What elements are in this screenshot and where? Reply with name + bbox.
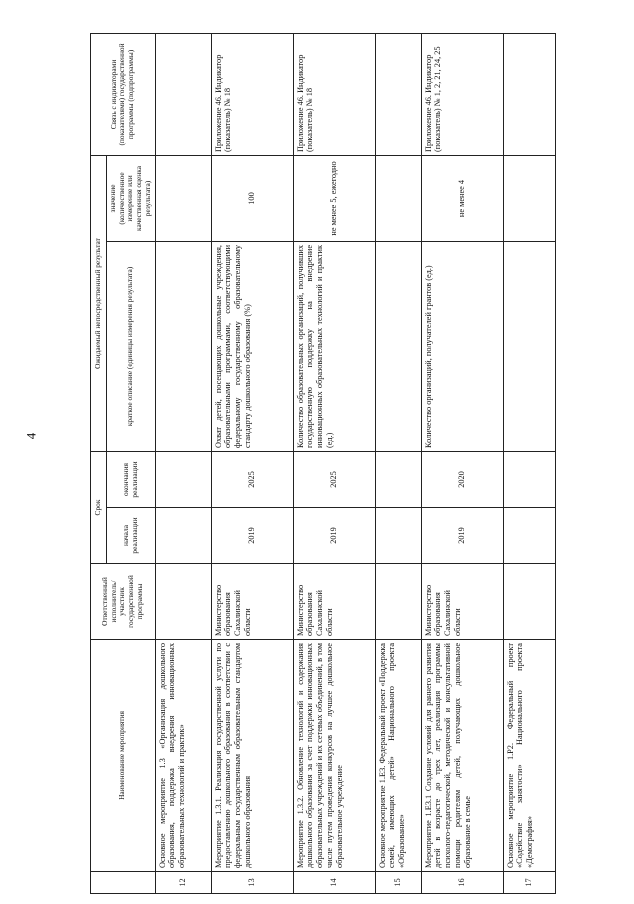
row-link: Приложение 46. Индикатор (показатель) № 1, 2, 21, 24, 25 xyxy=(421,33,503,155)
row-value: 100 xyxy=(211,155,293,241)
row-link xyxy=(155,33,211,155)
rotated-table-area xyxy=(90,34,546,894)
row-num: 13 xyxy=(211,872,293,894)
page-number: 4 xyxy=(23,432,39,440)
row-link xyxy=(503,33,555,155)
header-desc: краткое описание (единицы измерения результата) xyxy=(107,241,156,451)
row-link: Приложение 46. Индикатор (показатель) № 18 xyxy=(293,33,375,155)
header-end: окончания реализации xyxy=(107,451,156,507)
row-name: Основное мероприятие 1.Р2. Федеральный проект «Содействие занятости» Национального проекта «Демография» xyxy=(503,640,555,872)
header-value: значение (количественное измерение или качественная оценка результата) xyxy=(107,155,156,241)
row-num: 17 xyxy=(503,872,555,894)
row-resp xyxy=(155,564,211,640)
measures-table xyxy=(90,33,556,894)
row-value: не менее 5, ежегодно xyxy=(293,155,375,241)
header-term: Срок xyxy=(91,451,107,563)
row-desc: Количество организаций, получателей грантов (ед.) xyxy=(421,241,503,451)
header-result: Ожидаемый непосредственный результат xyxy=(91,155,107,451)
row-resp: Министерство образования Сахалинской области xyxy=(293,564,375,640)
header-link: Связь с индикаторами (показателями) государственной программы (подпрограммы) xyxy=(91,33,156,155)
header-num xyxy=(91,872,156,894)
row-end xyxy=(375,451,421,507)
row-desc xyxy=(155,241,211,451)
row-start xyxy=(503,508,555,564)
row-name: Основное мероприятие 1.Е3. Федеральный проект «Поддержка семей, имеющих детей» Национального проекта «Образование» xyxy=(375,640,421,872)
row-start xyxy=(375,508,421,564)
table-row xyxy=(155,33,211,893)
row-resp xyxy=(503,564,555,640)
row-start: 2019 xyxy=(211,508,293,564)
row-link: Приложение 46. Индикатор (показатель) № 18 xyxy=(211,33,293,155)
row-name: Мероприятие 1.3.2. Обновление технологий и содержания дошкольного образования за счет поддержки инновационных образовательных учреждений и их сетевых объединений, в том числе путем проведения конкурсов на лучшее дошкольное образовательное учреждение xyxy=(293,640,375,872)
row-desc xyxy=(375,241,421,451)
row-value xyxy=(503,155,555,241)
row-end: 2020 xyxy=(421,451,503,507)
row-end: 2025 xyxy=(293,451,375,507)
header-start: начала реализации xyxy=(107,508,156,564)
table-row xyxy=(421,33,503,893)
row-end xyxy=(503,451,555,507)
row-end: 2025 xyxy=(211,451,293,507)
row-name: Основное мероприятие 1.3 «Организация дошкольного образования, поддержка внедрения инновационных образовательных технологий и практик» xyxy=(155,640,211,872)
row-num: 14 xyxy=(293,872,375,894)
row-desc: Количество образовательных организаций, получивших государственную поддержку на внедрение инновационных образовательных технологий и практик (ед.) xyxy=(293,241,375,451)
row-num: 15 xyxy=(375,872,421,894)
row-start: 2019 xyxy=(293,508,375,564)
row-end xyxy=(155,451,211,507)
row-name: Мероприятие 1.Е3.1 Создание условий для раннего развития детей в возрасте до трех лет, реализация программы психолого-педагогической, методической и консультативной помощи родителям детей, получающих дошкольное образование в семье xyxy=(421,640,503,872)
table-row xyxy=(375,33,421,893)
row-start xyxy=(155,508,211,564)
row-desc xyxy=(503,241,555,451)
row-value xyxy=(155,155,211,241)
row-resp: Министерство образования Сахалинской области xyxy=(211,564,293,640)
table-row xyxy=(293,33,375,893)
table-row xyxy=(211,33,293,893)
row-num: 12 xyxy=(155,872,211,894)
table-row xyxy=(503,33,555,893)
row-desc: Охват детей, посещающих дошкольные учреждения, образовательными программами, соответствующими федеральному государственному образовательному стандарту дошкольного образования (%) xyxy=(211,241,293,451)
row-name: Мероприятие 1.3.1. Реализация государственной услуги по предоставлению дошкольного образования в соответствии с федеральным государственным образовательным стандартом дошкольного образования xyxy=(211,640,293,872)
row-start: 2019 xyxy=(421,508,503,564)
row-value xyxy=(375,155,421,241)
row-value: не менее 4 xyxy=(421,155,503,241)
row-link xyxy=(375,33,421,155)
row-resp: Министерство образования Сахалинской области xyxy=(421,564,503,640)
header-name: Наименование мероприятия xyxy=(91,640,156,872)
header-resp: Ответственный исполнитель/участник государственной программы xyxy=(91,564,156,640)
row-resp xyxy=(375,564,421,640)
row-num: 16 xyxy=(421,872,503,894)
